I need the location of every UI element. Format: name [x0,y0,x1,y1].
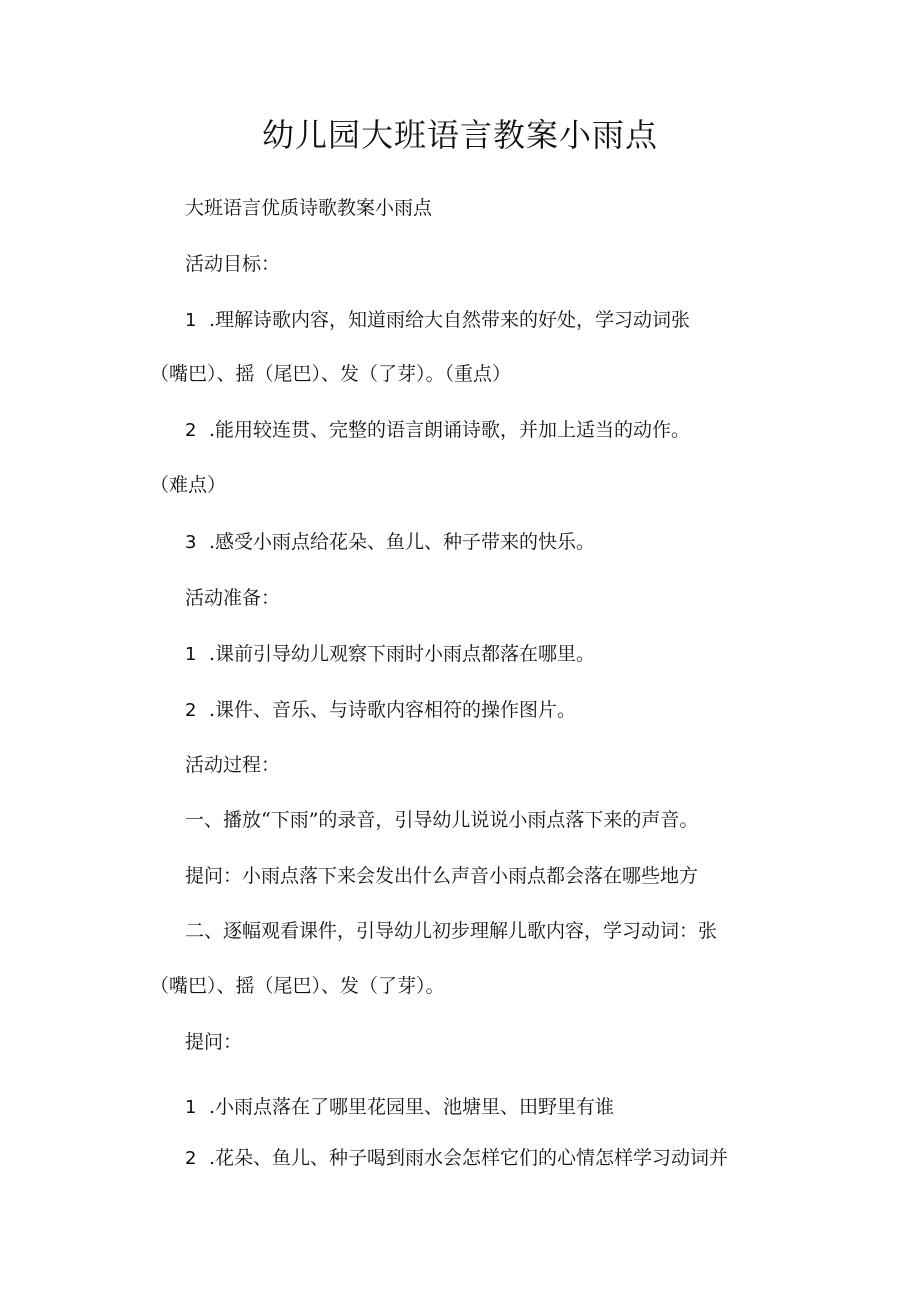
prep-item-1 [185,640,595,669]
goal-3-text: .感受小雨点给花朵、鱼儿、种子带来的快乐。 [209,531,596,553]
goal-2-continuation: （难点） [150,474,227,496]
prep-1-text: .课前引导幼儿观察下雨时小雨点都落在哪里。 [209,643,596,665]
q2-1-number: 1 [185,1097,197,1118]
q2-2-number: 2 [185,1148,197,1169]
goal-2-text: .能用较连贯、完整的语言朗诵诗歌，并加上适当的动作。 [209,419,691,441]
prep-1-number: 1 [185,644,197,665]
step-2: 二、逐幅观看课件，引导幼儿初步理解儿歌内容，学习动词：张 [185,920,718,942]
process-heading: 活动过程： [185,754,281,776]
question-2: 提问： [185,1031,243,1053]
question-2-item-1 [185,1093,614,1122]
question-1: 提问：小雨点落下来会发出什么声音小雨点都会落在哪些地方 [185,865,699,887]
goal-item-3 [185,528,595,557]
goal-1-number: 1 [185,310,197,331]
document-title: 幼儿园大班语言教案小雨点 [261,116,658,154]
q2-2-text: .花朵、鱼儿、种子喝到雨水会怎样它们的心情怎样学习动词并 [209,1147,729,1169]
goal-3-number: 3 [185,532,197,553]
goal-2-number: 2 [185,420,197,441]
goal-item-2 [185,416,690,445]
prep-heading: 活动准备： [185,587,281,609]
subtitle: 大班语言优质诗歌教案小雨点 [185,197,433,219]
step-2-continuation: （嘴巴）、摇（尾巴）、发（了芽）。 [150,975,445,997]
prep-2-text: .课件、音乐、与诗歌内容相符的操作图片。 [209,699,577,721]
goals-heading: 活动目标： [185,253,281,275]
prep-2-number: 2 [185,700,197,721]
question-2-item-2 [185,1144,728,1173]
prep-item-2 [185,696,576,725]
q2-1-text: .小雨点落在了哪里花园里、池塘里、田野里有谁 [209,1096,615,1118]
goal-1-continuation: （嘴巴）、摇（尾巴）、发（了芽）。（重点） [150,363,512,385]
step-1: 一、播放“下雨”的录音，引导幼儿说说小雨点落下来的声音。 [185,809,699,831]
goal-1-text: .理解诗歌内容，知道雨给大自然带来的好处，学习动词张 [209,309,691,331]
goal-item-1 [185,306,690,335]
